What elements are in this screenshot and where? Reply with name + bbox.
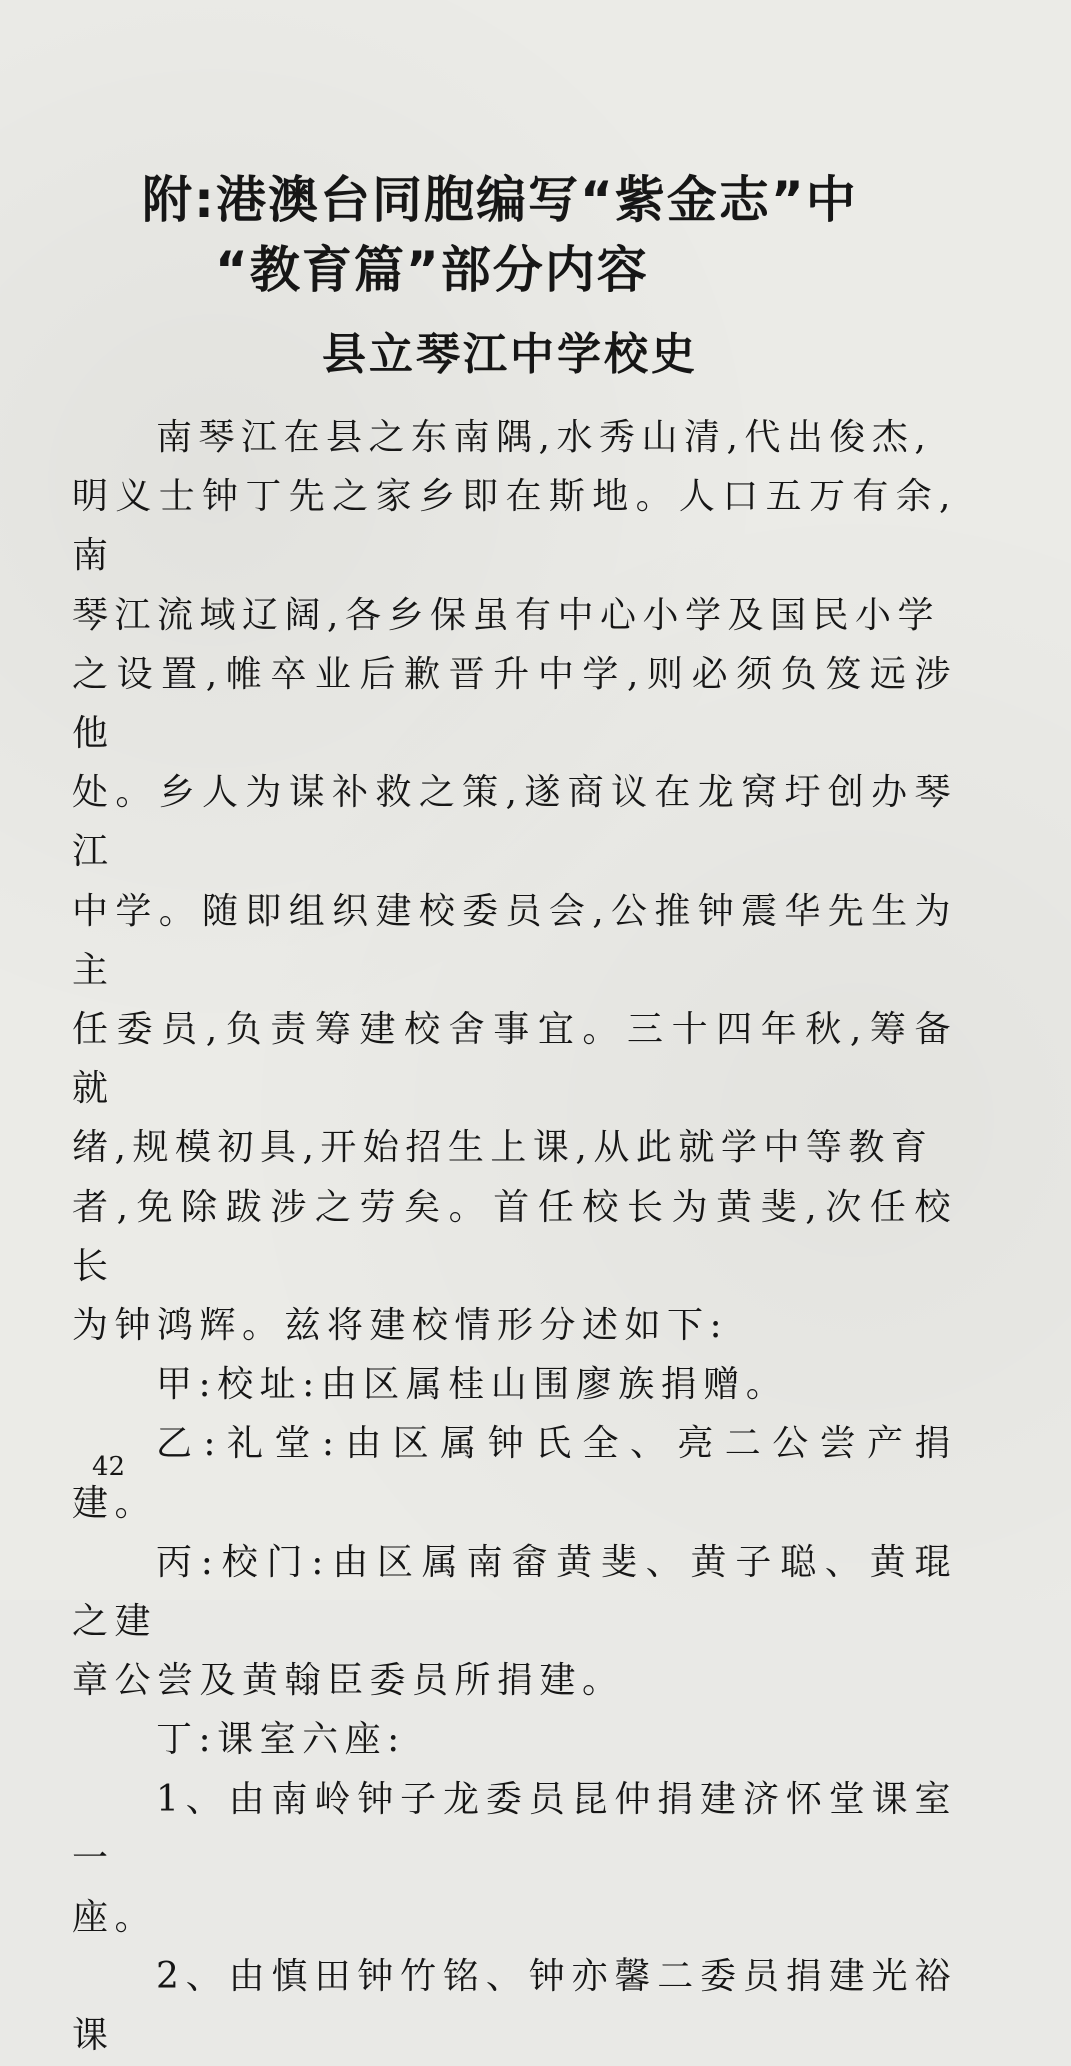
paragraph-item-1: 1、由南岭钟子龙委员昆仲捐建济怀堂课室一 座。 xyxy=(72,1778,957,1939)
page-number: 42 xyxy=(92,1452,126,1482)
paragraph-hall: 乙:礼堂:由区属钟氏全、亮二公尝产捐建。 xyxy=(72,1423,957,1524)
section-heading: 县立琴江中学校史 xyxy=(322,329,698,380)
body-text xyxy=(72,408,957,2066)
document-title-line-2: “教育篇”部分内容 xyxy=(215,241,649,299)
paragraph-site: 甲:校址:由区属桂山围廖族捐赠。 xyxy=(156,1364,789,1406)
paragraph-gate: 丙:校门:由区属南畲黄斐、黄子聪、黄琨之建 章公尝及黄翰臣委员所捐建。 xyxy=(72,1541,957,1702)
paragraph-item-2: 2、由慎田钟竹铭、钟亦馨二委员捐建光裕课 xyxy=(72,1956,957,2057)
paragraph-classrooms: 丁:课室六座: xyxy=(156,1719,406,1761)
paragraph-intro: 南琴江在县之东南隅,水秀山清,代出俊杰, 明义士钟丁先之家乡即在斯地。人口五万有余,南 琴江流域辽阔,各乡保虽有中心小学及国民小学 之设置,帷卒业后歉晋升中学,则必须负笈远涉他 处。乡人为谋补救之策,遂商议在龙窝圩创办琴江 中学。随即组织建校委员会,公推钟震华先生为主 任委员,负责筹建校舍事宜。三十四年秋,筹备就 绪,规模初具,开始招生上课,从此就学中等教育 者,免除跋涉之劳矣。首任校长为黄斐,次任校长 为钟鸿辉。兹将建校情形分述如下: xyxy=(72,417,957,1347)
document-title-line-1: 附:港澳台同胞编写“紫金志”中 xyxy=(142,171,858,229)
